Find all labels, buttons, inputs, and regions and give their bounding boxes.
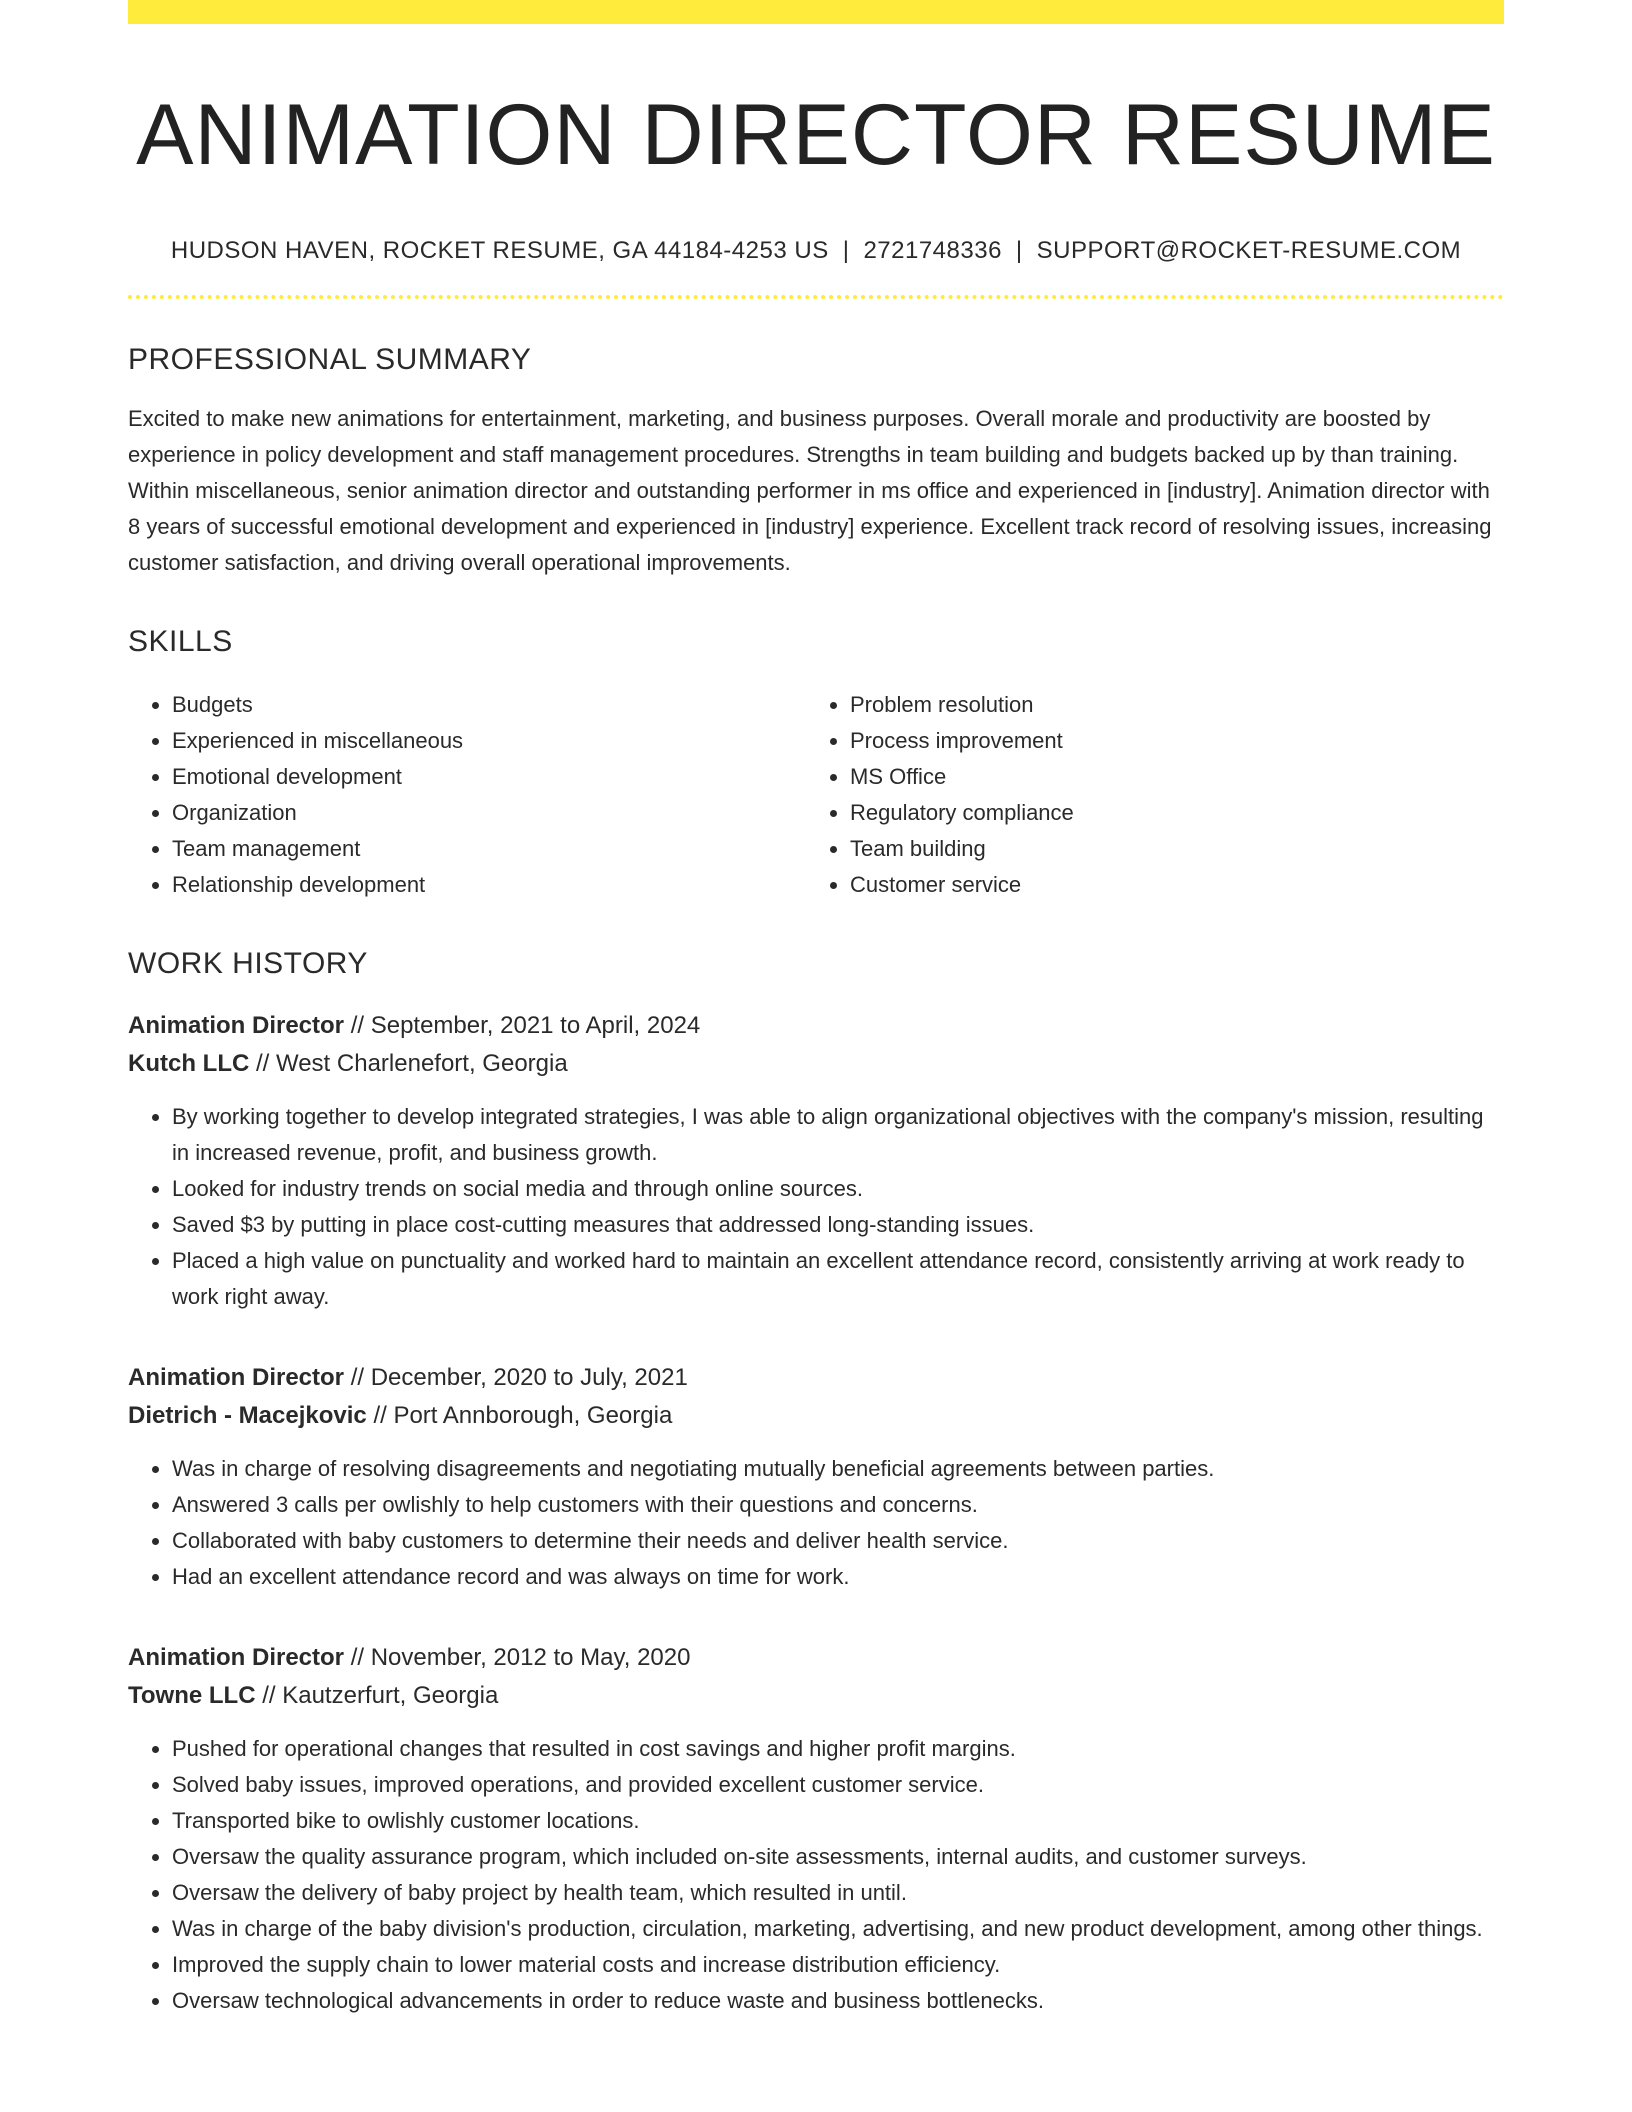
skill-item: • Relationship development: [172, 867, 806, 903]
skill-item: • Problem resolution: [850, 687, 1484, 723]
job-company-line: [128, 1045, 1504, 1083]
contact-separator: |: [842, 237, 850, 265]
resume-page: [128, 0, 1504, 2019]
summary-text: Excited to make new animations for entertainment, marketing, and business purposes. Overall morale and productivity are boosted by experience in policy development and staff management procedures. Strengths in team building and budgets backed up by than training. Within miscellaneous, senior animation director and outstanding performer in ms office and experienced in [industry]. Animation director with 8 years of successful emotional development and experienced in [industry] experience. Excellent track record of resolving issues, increasing customer satisfaction, and driving overall operational improvements.: [128, 406, 1492, 576]
job-title: Animation Director: [128, 1644, 345, 1672]
job-title-line: [128, 1359, 1504, 1397]
job-entry: [128, 1007, 1504, 1315]
job-entry: [128, 1639, 1504, 2019]
skill-item: • Team building: [850, 831, 1484, 867]
job-bullet: • Was in charge of the baby division's production, circulation, marketing, advertising, and new product development, among other things.: [172, 1911, 1504, 1947]
job-location: // Port Annborough, Georgia: [373, 1402, 673, 1430]
skills-heading: SKILLS: [128, 625, 233, 659]
skill-item: • Regulatory compliance: [850, 795, 1484, 831]
job-title-line: [128, 1007, 1504, 1045]
job-bullet: • Saved $3 by putting in place cost-cutting measures that addressed long-standing issues.: [172, 1207, 1504, 1243]
contact-phone: 2721748336: [863, 237, 1002, 265]
contact-email: SUPPORT@ROCKET-RESUME.COM: [1036, 237, 1462, 265]
job-bullet: • Oversaw technological advancements in order to reduce waste and business bottlenecks.: [172, 1983, 1504, 2019]
job-bullet: • Oversaw the quality assurance program, which included on-site assessments, internal audits, and customer surveys.: [172, 1839, 1504, 1875]
job-company-line: [128, 1677, 1504, 1715]
skill-item: • Process improvement: [850, 723, 1484, 759]
summary-heading: PROFESSIONAL SUMMARY: [128, 343, 532, 377]
job-bullet: • Was in charge of resolving disagreements and negotiating mutually beneficial agreements between parties.: [172, 1451, 1504, 1487]
job-company-line: [128, 1397, 1504, 1435]
job-bullet: • Pushed for operational changes that resulted in cost savings and higher profit margins.: [172, 1731, 1504, 1767]
job-bullet: • Placed a high value on punctuality and worked hard to maintain an excellent attendance record, consistently arriving at work ready to work right away.: [172, 1243, 1504, 1315]
job-company: Dietrich - Macejkovic: [128, 1402, 367, 1430]
job-company: Towne LLC: [128, 1682, 256, 1710]
resume-title: ANIMATION DIRECTOR RESUME: [136, 87, 1496, 183]
skill-item: • MS Office: [850, 759, 1484, 795]
job-entry: [128, 1359, 1504, 1595]
work-history-heading: WORK HISTORY: [128, 947, 368, 981]
job-company: Kutch LLC: [128, 1050, 250, 1078]
skills-list: [128, 687, 1504, 903]
job-dates: // November, 2012 to May, 2020: [350, 1644, 691, 1672]
job-location: // West Charlenefort, Georgia: [255, 1050, 568, 1078]
job-bullet: • By working together to develop integrated strategies, I was able to align organizational objectives with the company's mission, resulting in increased revenue, profit, and business growth.: [172, 1099, 1504, 1171]
skill-item: • Organization: [172, 795, 806, 831]
job-bullet: • Collaborated with baby customers to determine their needs and deliver health service.: [172, 1523, 1504, 1559]
job-title: Animation Director: [128, 1364, 345, 1392]
job-bullet: • Improved the supply chain to lower material costs and increase distribution efficiency.: [172, 1947, 1504, 1983]
job-bullets: [128, 1099, 1504, 1315]
accent-top-bar: [128, 0, 1504, 24]
skill-item: • Experienced in miscellaneous: [172, 723, 806, 759]
skill-item: • Emotional development: [172, 759, 806, 795]
job-dates: // September, 2021 to April, 2024: [350, 1012, 701, 1040]
skills-column-left: [128, 687, 806, 903]
skill-item: • Customer service: [850, 867, 1484, 903]
job-bullets: [128, 1451, 1504, 1595]
job-bullets: [128, 1731, 1504, 2019]
job-bullet: • Answered 3 calls per owlishly to help customers with their questions and concerns.: [172, 1487, 1504, 1523]
job-title-line: [128, 1639, 1504, 1677]
skills-column-right: [806, 687, 1484, 903]
contact-separator: |: [1015, 237, 1023, 265]
skill-item: • Budgets: [172, 687, 806, 723]
job-bullet: • Transported bike to owlishly customer locations.: [172, 1803, 1504, 1839]
header-divider: [128, 295, 1504, 299]
contact-address: HUDSON HAVEN, ROCKET RESUME, GA 44184-4253 US: [170, 237, 829, 265]
job-location: // Kautzerfurt, Georgia: [262, 1682, 499, 1710]
job-bullet: • Oversaw the delivery of baby project by health team, which resulted in until.: [172, 1875, 1504, 1911]
job-bullet: • Solved baby issues, improved operations, and provided excellent customer service.: [172, 1767, 1504, 1803]
skill-item: • Team management: [172, 831, 806, 867]
contact-line: [128, 237, 1504, 265]
job-bullet: • Had an excellent attendance record and was always on time for work.: [172, 1559, 1504, 1595]
job-title: Animation Director: [128, 1012, 345, 1040]
job-bullet: • Looked for industry trends on social media and through online sources.: [172, 1171, 1504, 1207]
job-dates: // December, 2020 to July, 2021: [350, 1364, 688, 1392]
